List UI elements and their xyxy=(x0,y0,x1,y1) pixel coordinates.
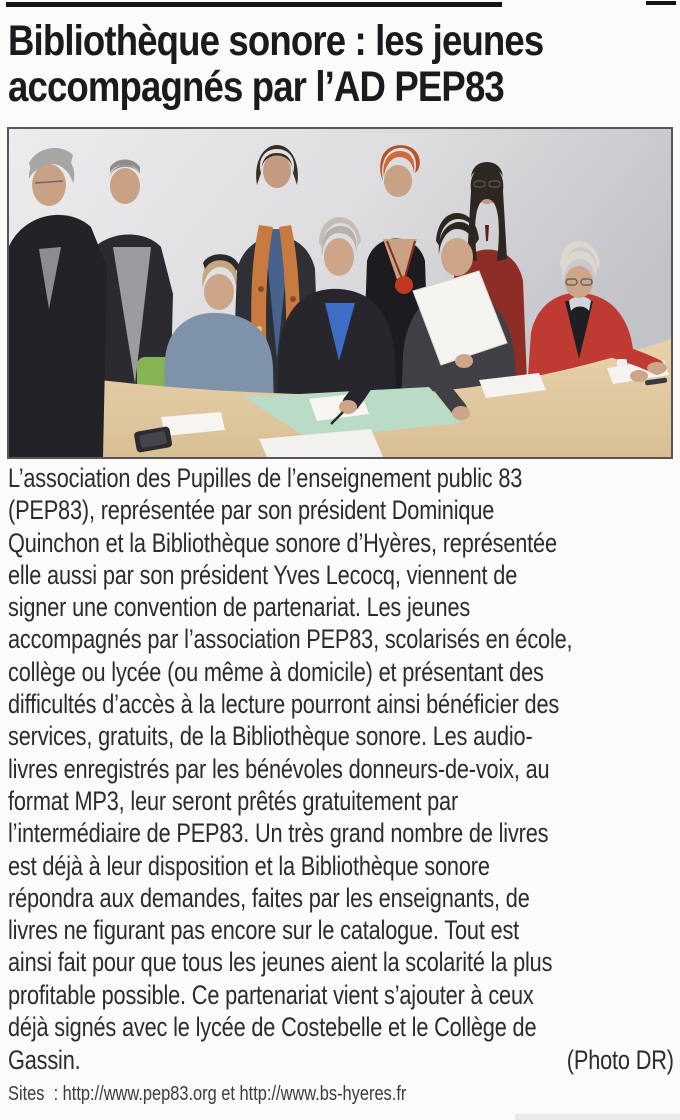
article-line: est déjà à leur disposition et la Bibliothèque sonore xyxy=(8,850,490,881)
article-line: livres ne figurant pas encore sur le catalogue. Tout est xyxy=(8,915,520,946)
article-line: livres enregistrés par les bénévoles donneurs-de-voix, au xyxy=(8,753,550,784)
article-last-row xyxy=(8,1044,674,1076)
news-photo xyxy=(7,127,673,459)
photo-credit: (Photo DR) xyxy=(566,1044,674,1075)
news-photo-illustration xyxy=(9,129,671,457)
sites-links-line: Sites : http://www.pep83.org et http://www.bs-hyeres.fr xyxy=(8,1082,407,1105)
article-last-line: Gassin. xyxy=(8,1044,81,1075)
article-line: (PEP83), représentée par son président Dominique xyxy=(8,495,495,526)
article-line: signer une convention de partenariat. Les jeunes xyxy=(8,592,471,623)
article-line: déjà signés avec le lycée de Costebelle et le Collège de xyxy=(8,1012,537,1043)
article-line: accompagnés par l’association PEP83, scolarisés en école, xyxy=(8,624,573,655)
article-line: Quinchon et la Bibliothèque sonore d’Hyères, représentée xyxy=(8,527,557,558)
article-line: format MP3, leur seront prêtés gratuitement par xyxy=(8,785,459,816)
article-line: profitable possible. Ce partenariat vient s’ajouter à ceux xyxy=(8,979,534,1010)
cropped-rule-top xyxy=(6,2,502,7)
article-line: ainsi fait pour que tous les jeunes aient la scolarité la plus xyxy=(8,947,553,978)
headline-line-2: accompagnés par l’AD PEP83 xyxy=(8,63,504,111)
article-line: répondra aux demandes, faites par les enseignants, de xyxy=(8,882,530,913)
article-line: difficultés d’accès à la lecture pourront ainsi bénéficier des xyxy=(8,689,560,720)
cropped-rule-top-right xyxy=(646,1,676,5)
article-line: collège ou lycée (ou même à domicile) et présentant des xyxy=(8,656,544,687)
article-line: L’association des Pupilles de l’enseignement public 83 xyxy=(8,463,523,493)
article-body xyxy=(8,462,674,1043)
cropped-rule-bottom xyxy=(515,1114,680,1120)
article-line: elle aussi par son président Yves Lecocq, viennent de xyxy=(8,559,518,590)
page-title xyxy=(8,18,680,110)
article-line: l’intermédiaire de PEP83. Un très grand nombre de livres xyxy=(8,818,549,849)
headline-line-1: Bibliothèque sonore : les jeunes xyxy=(8,17,544,65)
article-line: services, gratuits, de la Bibliothèque sonore. Les audio- xyxy=(8,721,533,752)
